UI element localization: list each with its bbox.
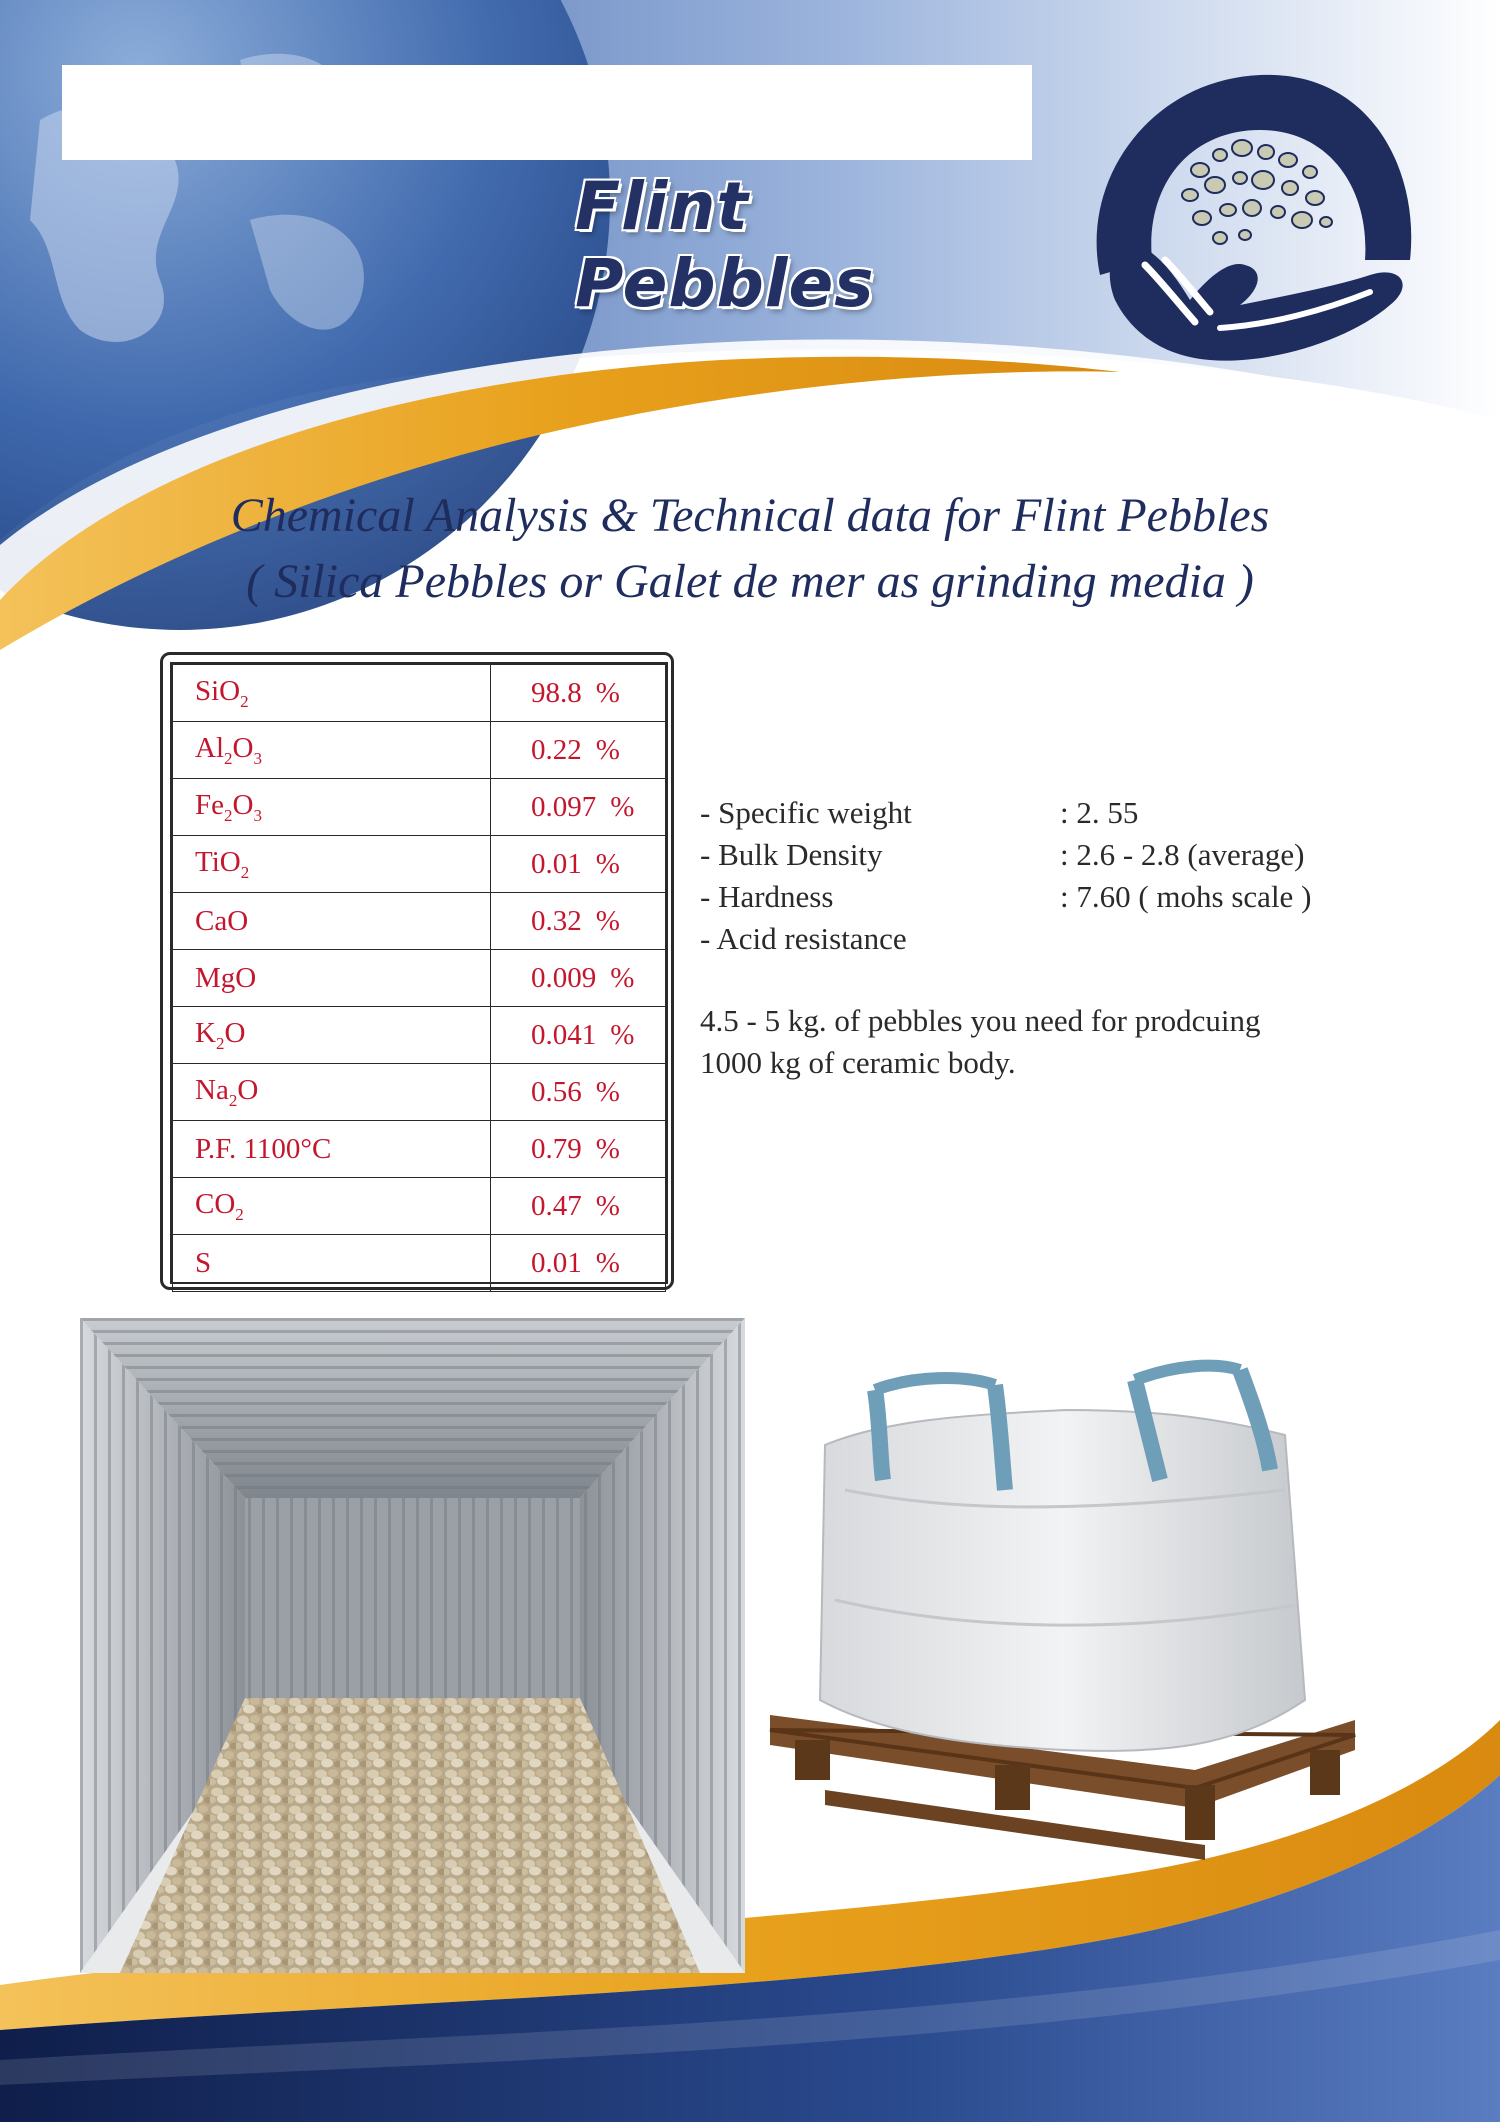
redacted-header-box	[62, 65, 1032, 160]
table-row: SiO$_2$ 98.8 %	[173, 665, 666, 722]
table-row: $Fe_2O_3$ 0.097 %	[173, 779, 666, 836]
page-heading-line2: ( Silica Pebbles or Galet de mer as grinding media )	[246, 555, 1254, 608]
page-heading-line1: Chemical Analysis & Technical data for Flint Pebbles	[230, 489, 1270, 542]
table-row: $Al_2O_3$ 0.22 %	[173, 722, 666, 779]
technical-specs	[700, 795, 1400, 963]
brand-title: Flint Pebbles	[575, 168, 875, 322]
table-row: CaO 0.32 %	[173, 893, 666, 950]
chemical-analysis-table	[160, 652, 674, 1290]
jumbo-bag-photo	[765, 1340, 1375, 1900]
table-row: $Na_2O$ 0.56 %	[173, 1064, 666, 1121]
table-row: $K_2O$ 0.041 %	[173, 1007, 666, 1064]
table-row: MgO 0.009 %	[173, 950, 666, 1007]
spec-bulk-density: - Bulk Density : 2.6 - 2.8 (average)	[700, 837, 1305, 872]
table-row: S 0.01 %	[173, 1235, 666, 1292]
table-row: TiO$_2$ 0.01 %	[173, 836, 666, 893]
table-row: P.F. 1100°C 0.79 %	[173, 1121, 666, 1178]
table-row: $CO_2$ 0.47 %	[173, 1178, 666, 1235]
spec-acid-resistance: - Acid resistance	[700, 921, 907, 956]
pebble-hand-logo	[1070, 60, 1430, 380]
container-photo	[80, 1318, 745, 1973]
spec-hardness: - Hardness : 7.60 ( mohs scale )	[700, 879, 1312, 914]
usage-note: 4.5 - 5 kg. of pebbles you need for prodcuing 1000 kg of ceramic body.	[700, 1003, 1261, 1080]
spec-specific-weight: - Specific weight : 2. 55	[700, 795, 1139, 830]
